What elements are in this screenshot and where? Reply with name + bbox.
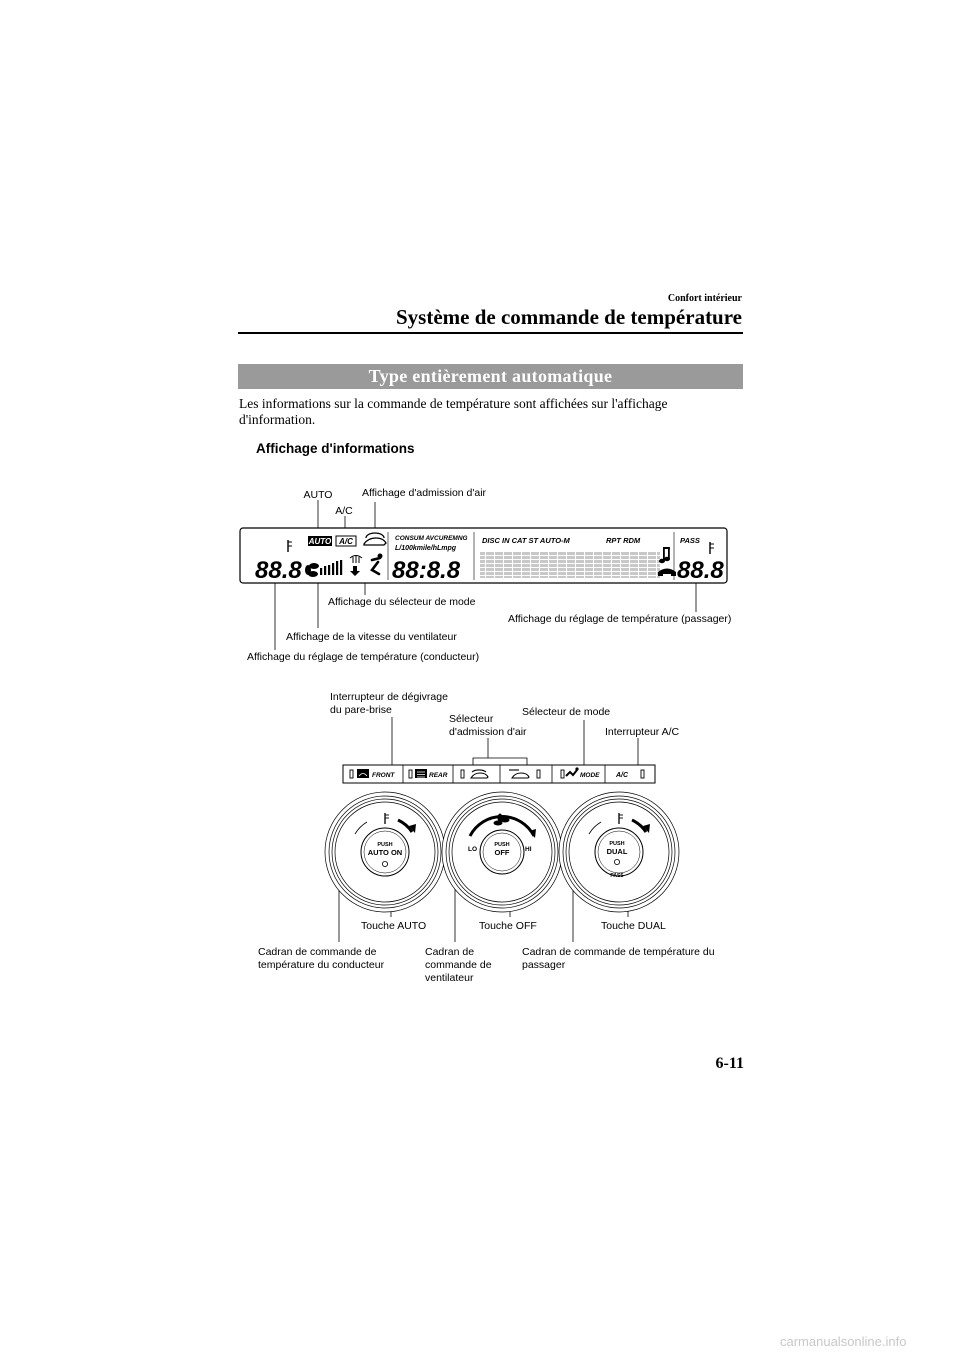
pass-temp-dial[interactable] <box>559 792 679 912</box>
front-defrost-label: FRONT <box>372 772 395 779</box>
section-label: Confort intérieur <box>667 293 742 304</box>
disc-segment: DISC IN CAT ST AUTO-M <box>482 536 570 545</box>
intro-paragraph: Les informations sur la commande de température sont affichées sur l'affichage d'information. <box>239 396 668 427</box>
label-mode-display: Affichage du sélecteur de mode <box>328 596 476 608</box>
subheading: Affichage d'informations <box>256 441 415 456</box>
hi-text: HI <box>525 846 532 853</box>
label-driver-dial-1: Cadran de commande de <box>258 946 377 958</box>
lo-text: LO <box>468 846 478 853</box>
label-air-intake: Affichage d'admission d'air <box>362 487 487 499</box>
label-dual-key: Touche DUAL <box>601 920 666 932</box>
label-ac-switch: Interrupteur A/C <box>605 726 680 738</box>
label-auto-key: Touche AUTO <box>361 920 427 932</box>
label-auto: AUTO <box>303 489 333 501</box>
label-ac: A/C <box>335 505 353 517</box>
page-number: 6-11 <box>715 1055 744 1072</box>
section-banner: Type entièrement automatique <box>238 364 743 389</box>
fan-dial[interactable] <box>442 792 562 912</box>
ac-button-label: A/C <box>616 772 629 779</box>
label-intake-1: Sélecteur <box>449 713 494 725</box>
pass-text: PASS <box>610 873 624 879</box>
pass-temp-digits: 88.8 <box>677 557 724 584</box>
label-intake-2: d'admission d'air <box>449 726 527 738</box>
label-driver-dial-2: température du conducteur <box>258 959 385 971</box>
driver-temp-dial[interactable] <box>325 792 445 912</box>
label-pass-dial-2: passager <box>522 959 566 971</box>
label-fan-dial-1: Cadran de <box>425 946 475 958</box>
header-rule <box>238 332 743 334</box>
mid-digits: 88:8.8 <box>392 557 461 584</box>
off-text: OFF <box>494 848 510 857</box>
ac-segment: A/C <box>339 537 353 546</box>
dual-text: DUAL <box>606 847 628 856</box>
auto-segment: AUTO <box>308 537 332 546</box>
rear-defrost-label: REAR <box>429 772 448 779</box>
label-pass-temp: Affichage du réglage de température (passager) <box>508 613 732 625</box>
ac-button[interactable] <box>615 772 629 779</box>
off-push-text: PUSH <box>494 842 510 848</box>
dual-push-text: PUSH <box>609 841 625 847</box>
label-defrost-2: du pare-brise <box>330 704 392 716</box>
rpt-segment: RPT RDM <box>606 536 641 545</box>
pass-segment: PASS <box>680 536 700 545</box>
label-defrost-1: Interrupteur de dégivrage <box>330 691 448 703</box>
driver-temp-digits: 88.8 <box>255 557 302 584</box>
label-mode-selector: Sélecteur de mode <box>522 706 611 718</box>
label-fan-dial-3: ventilateur <box>425 972 474 984</box>
label-fan-dial-2: commande de <box>425 959 492 971</box>
units-segment: L/100kmile/hLmpg <box>395 545 457 552</box>
auto-push-text: PUSH <box>377 842 393 848</box>
consum-segment: CONSUM AVCUREMNG <box>395 535 468 542</box>
info-display-diagram <box>0 470 960 670</box>
mode-button-label: MODE <box>580 772 600 779</box>
control-panel-diagram <box>0 680 960 1000</box>
label-pass-dial-1: Cadran de commande de température du <box>522 946 715 958</box>
page-title: Système de commande de température <box>395 305 742 329</box>
label-off-key: Touche OFF <box>479 920 537 932</box>
watermark: carmanualsonline.info <box>780 1334 907 1349</box>
label-fan-speed: Affichage de la vitesse du ventilateur <box>286 631 457 643</box>
auto-on-text: AUTO ON <box>367 848 403 857</box>
lcd-matrix-area <box>480 552 660 578</box>
label-driver-temp: Affichage du réglage de température (conducteur) <box>247 651 480 663</box>
